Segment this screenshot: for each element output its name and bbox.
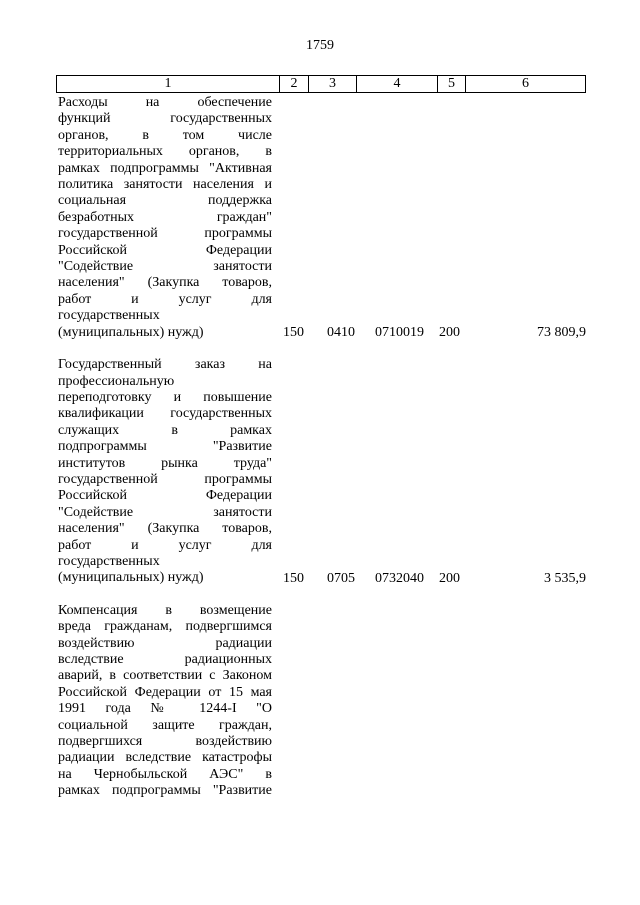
description-line: населения" (Закупка товаров,	[58, 275, 272, 291]
col-6-value: 3 535,9	[544, 570, 586, 586]
description-line: воздействию радиации	[58, 635, 272, 651]
table-row	[58, 603, 586, 800]
description-line: вследствие радиационных	[58, 652, 272, 667]
description-line: государственной программы	[58, 471, 272, 487]
description-line: подпрограммы "Развитие	[58, 439, 272, 455]
table-row	[58, 357, 586, 587]
description-line: социальной защите граждан,	[58, 717, 272, 733]
col-3-value: 0705	[327, 570, 355, 586]
description-line: Российской Федерации от 15 мая	[58, 684, 272, 700]
table-body	[58, 95, 586, 816]
row-description	[58, 95, 272, 341]
description-line: населения" (Закупка товаров,	[58, 521, 272, 537]
col-5-value: 200	[439, 570, 460, 586]
description-line: подвергшихся воздействию	[58, 734, 272, 750]
description-line: рамках подпрограммы "Развитие	[58, 783, 272, 799]
description-line: вреда гражданам, подвергшимся	[58, 619, 272, 635]
description-line: Российской Федерации	[58, 488, 272, 504]
description-line: Государственный заказ на	[58, 357, 272, 373]
description-line: институтов рынка труда"	[58, 455, 272, 471]
col-2-value: 150	[283, 325, 304, 341]
header-col-3: 3	[308, 76, 356, 92]
row-description	[58, 603, 272, 800]
col-5-value: 200	[439, 325, 460, 341]
description-line: Расходы на обеспечение	[58, 95, 272, 110]
description-line: радиации вследствие катастрофы	[58, 750, 272, 766]
description-line: рамках подпрограммы "Активная	[58, 160, 272, 176]
description-line: государственных	[58, 308, 160, 324]
description-line: политика занятости населения и	[58, 177, 272, 193]
col-4-value: 0732040	[375, 570, 424, 586]
header-col-6: 6	[465, 76, 585, 92]
table-row	[58, 95, 586, 341]
description-line: аварий, в соответствии с Законом	[58, 668, 272, 684]
description-line: 1991 года № 1244-I "О	[58, 701, 272, 717]
row-values	[58, 784, 586, 800]
description-line: работ и услуг для	[58, 537, 272, 553]
description-line: органов, в том числе	[58, 127, 272, 143]
page-number: 1759	[306, 38, 334, 53]
description-line: государственной программы	[58, 226, 272, 242]
col-2-value: 150	[283, 570, 304, 586]
description-line: на Чернобыльской АЭС" в	[58, 766, 272, 782]
description-line: профессиональную	[58, 373, 175, 389]
header-col-1: 1	[164, 76, 172, 91]
header-col-5: 5	[437, 76, 465, 92]
description-line: Российской Федерации	[58, 242, 272, 258]
col-6-value: 73 809,9	[537, 325, 586, 341]
table-header	[56, 75, 586, 93]
description-line: работ и услуг для	[58, 291, 272, 307]
header-col-4: 4	[356, 76, 437, 92]
col-3-value: 0410	[327, 325, 355, 341]
description-line: безработных граждан"	[58, 209, 272, 225]
description-line: (муниципальных) нужд)	[58, 324, 204, 340]
row-values	[58, 571, 586, 587]
description-line: социальная поддержка	[58, 193, 272, 209]
description-line: "Содействие занятости	[58, 504, 272, 520]
description-line: переподготовку и повышение	[58, 389, 272, 405]
row-description	[58, 357, 272, 587]
description-line: квалификации государственных	[58, 406, 272, 422]
col-4-value: 0710019	[375, 325, 424, 341]
description-line: Компенсация в возмещение	[58, 602, 272, 618]
description-line: функций государственных	[58, 111, 272, 127]
description-line: территориальных органов, в	[58, 144, 272, 160]
description-line: "Содействие занятости	[58, 259, 272, 275]
description-line: служащих в рамках	[58, 422, 272, 438]
header-col-2: 2	[279, 76, 308, 92]
row-values	[58, 325, 586, 341]
description-line: государственных	[58, 553, 160, 569]
description-line: (муниципальных) нужд)	[58, 570, 204, 586]
